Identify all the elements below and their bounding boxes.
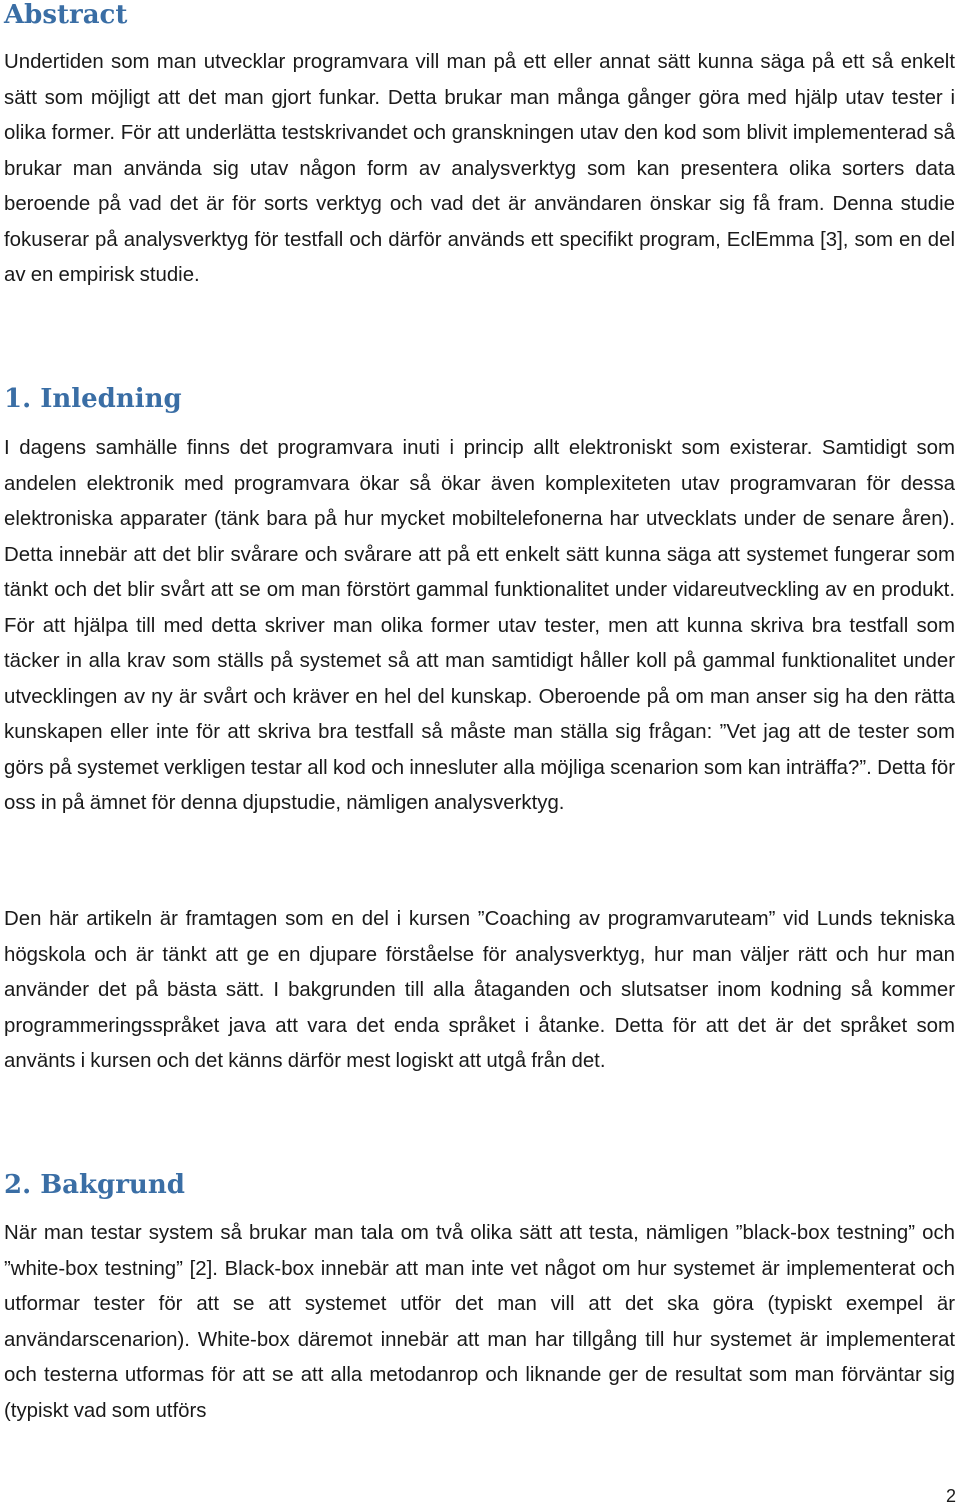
section-1-heading: 1. Inledning <box>4 384 182 414</box>
page-number: 2 <box>945 1486 956 1506</box>
section-1-paragraph-2: Den här artikeln är framtagen som en del i kursen ”Coaching av programvaruteam” vid Lunds tekniska högskola och är tänkt att ge en djupare förståelse för analysverktyg, hur man väljer rätt och hur man använder det på bästa sätt. I bakgrunden till alla åtaganden och slutsatser inom kodning så kommer programmeringsspråket java att vara det enda språket i åtanke. Detta för att det är det språket som använts i kursen och det känns därför mest logiskt att utgå från det. <box>4 908 955 1072</box>
abstract-heading: Abstract <box>4 0 128 30</box>
abstract-paragraph: Undertiden som man utvecklar programvara vill man på ett eller annat sätt kunna säga på ett så enkelt sätt som möjligt att det man gjort funkar. Detta brukar man många gånger göra med hjälp utav tester i olika former. För att underlätta testskrivandet och granskningen utav den kod som blivit implementerad så brukar man använda sig utav någon form av analysverktyg som kan presentera olika sorters data beroende på vad det är för sorts verktyg och vad det är användaren önskar sig få fram. Denna studie fokuserar på analysverktyg för testfall och därför används ett specifikt program, EclEmma [3], som en del av en empirisk studie. <box>4 51 955 286</box>
section-1-paragraph-1: I dagens samhälle finns det programvara inuti i princip allt elektroniskt som existerar. Samtidigt som andelen elektronik med programvara ökar så ökar även komplexiteten utav programvaran för dessa elektroniska apparater (tänk bara på hur mycket mobiltelefonerna har utvecklats under de senare åren). Detta innebär att det blir svårare och svårare att på ett enkelt sätt kunna säga att systemet fungerar som tänkt och det blir svårt att se om man förstört gammal funktionalitet under vidareutveckling av en produkt. För att hjälpa till med detta skriver man olika former utav tester, men att kunna skriva bra testfall som täcker in alla krav som ställs på systemet så att man samtidigt håller koll på gammal funktionalitet under utvecklingen av ny är svårt och kräver en hel del kunskap. Oberoende på om man anser sig ha den rätta kunskapen eller inte för att skriva bra testfall så måste man ställa sig frågan: ”Vet jag att de tester som görs på systemet verkligen testar all kod och innesluter alla möjliga scenarion som kan inträffa?”. Detta för oss in på ämnet för denna djupstudie, nämligen analysverktyg. <box>4 437 955 814</box>
section-2-paragraph-1: När man testar system så brukar man tala om två olika sätt att testa, nämligen ”black-box testning” och ”white-box testning” [2]. Black-box innebär att man inte vet något om hur systemet är implementerat och utformar tester för att se att systemet utför det man vill att det ska göra (typiskt exempel är användarscenarion). White-box däremot innebär att man har tillgång till hur systemet är implementerat och testerna utformas för att se att alla metodanrop och liknande ger de resultat som man förväntar sig (typiskt vad som utförs <box>4 1222 955 1422</box>
section-2-heading: 2. Bakgrund <box>4 1170 185 1200</box>
